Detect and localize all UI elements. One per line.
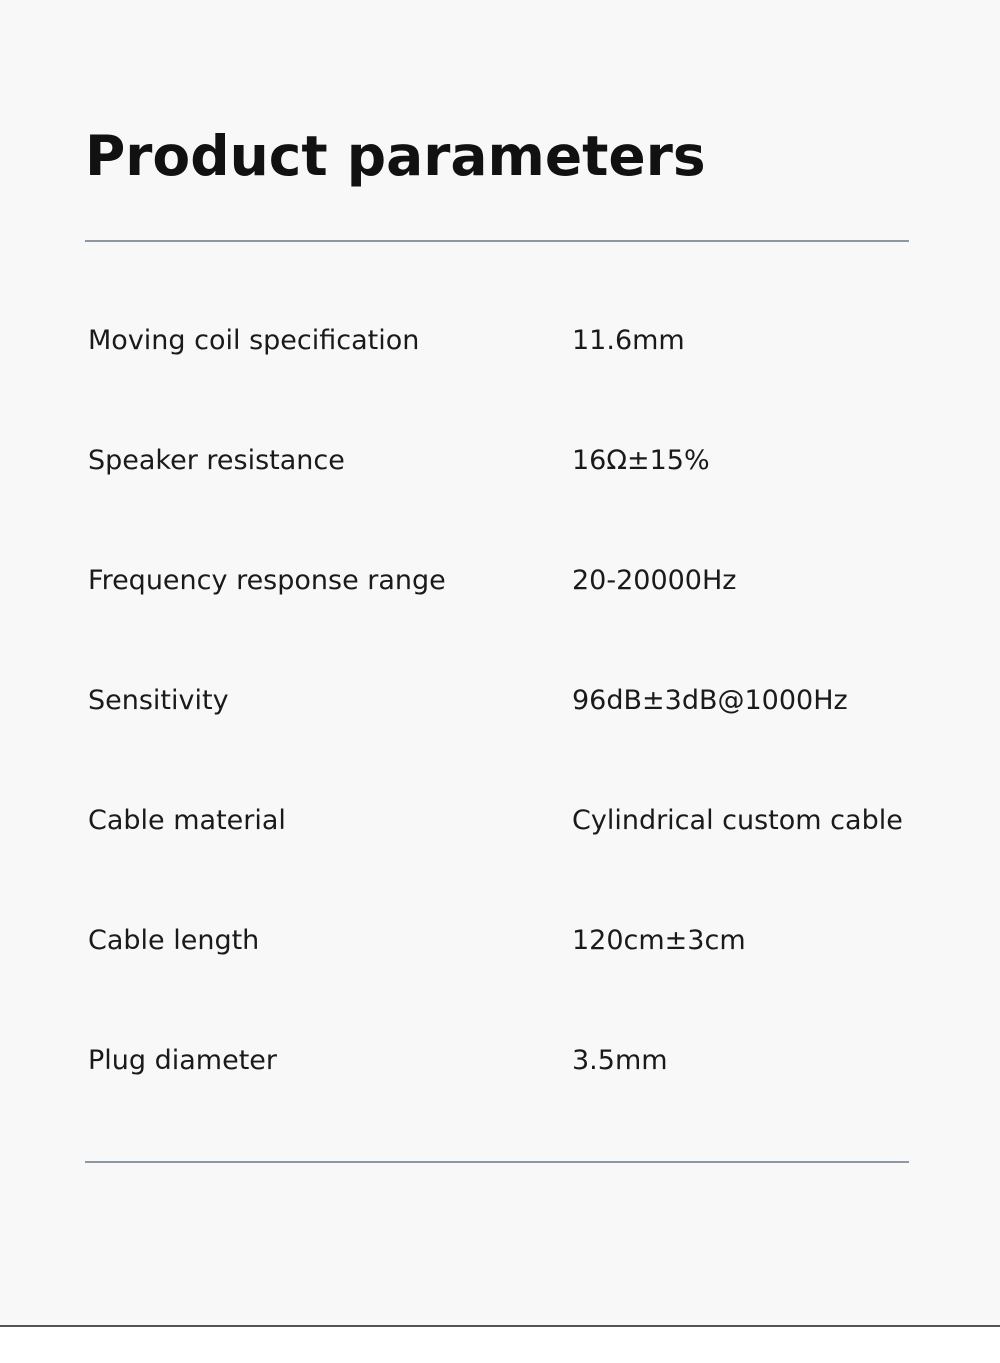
spec-row-moving-coil [0, 321, 1000, 361]
page-bottom-edge [0, 1325, 1000, 1363]
spec-value: 20-20000Hz [572, 565, 737, 596]
spec-row-cable-length [0, 921, 1000, 961]
spec-label: Sensitivity [88, 685, 229, 716]
spec-row-frequency-response [0, 561, 1000, 601]
spec-label: Plug diameter [88, 1045, 278, 1076]
spec-value: 16Ω±15% [572, 445, 710, 476]
bottom-divider [85, 1161, 909, 1163]
spec-label: Frequency response range [88, 565, 446, 596]
spec-value: Cylindrical custom cable [572, 805, 903, 836]
spec-label: Speaker resistance [88, 445, 345, 476]
page-title: Product parameters [85, 124, 706, 188]
spec-label: Moving coil specification [88, 325, 420, 356]
spec-row-sensitivity [0, 681, 1000, 721]
spec-row-speaker-resistance [0, 441, 1000, 481]
spec-row-plug-diameter [0, 1041, 1000, 1081]
spec-label: Cable length [88, 925, 260, 956]
spec-value: 3.5mm [572, 1045, 668, 1076]
spec-value: 96dB±3dB@1000Hz [572, 685, 848, 716]
spec-label: Cable material [88, 805, 286, 836]
spec-value: 120cm±3cm [572, 925, 746, 956]
spec-value: 11.6mm [572, 325, 685, 356]
spec-row-cable-material [0, 801, 1000, 841]
